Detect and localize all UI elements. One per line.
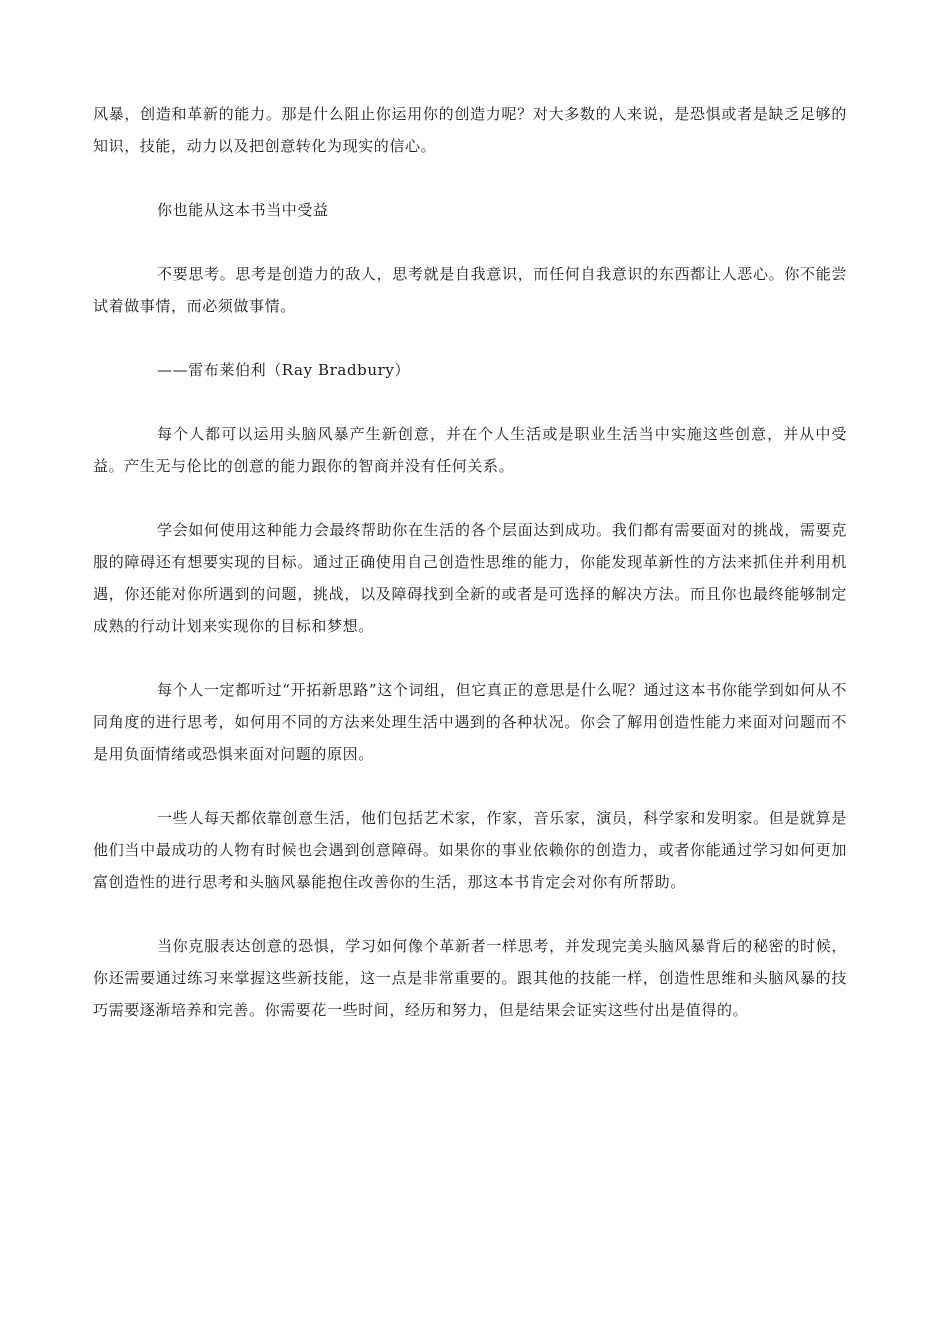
quote-text: 不要思考。思考是创造力的敌人，思考就是自我意识，而任何自我意识的东西都让人恶心。你不能尝试着做事情，而必须做事情。 [93,265,847,315]
paragraph: 学会如何使用这种能力会最终帮助你在生活的各个层面达到成功。我们都有需要面对的挑战，需要克服的障碍还有想要实现的目标。通过正确使用自己创造性思维的能力，你能发现革新性的方法来抓住并利用机遇，你还能对你所遇到的问题，挑战，以及障碍找到全新的或者是可选择的解决方法。而且你也最终能够制定成熟的行动计划来实现你的目标和梦想。 [93,521,847,635]
quote-attribution: ——雷布莱伯利（Ray Bradbury） [157,361,411,379]
paragraph: 一些人每天都依靠创意生活，他们包括艺术家，作家，音乐家，演员，科学家和发明家。但是就算是他们当中最成功的人物有时候也会遇到创意障碍。如果你的事业依赖你的创造力，或者你能通过学习如何更加富创造性的进行思考和头脑风暴能抱住改善你的生活，那这本书肯定会对你有所帮助。 [93,809,847,891]
paragraph: 每个人都可以运用头脑风暴产生新创意，并在个人生活或是职业生活当中实施这些创意，并从中受益。产生无与伦比的创意的能力跟你的智商并没有任何关系。 [93,425,847,475]
paragraph: 每个人一定都听过“开拓新思路”这个词组，但它真正的意思是什么呢？通过这本书你能学到如何从不同角度的进行思考，如何用不同的方法来处理生活中遇到的各种状况。你会了解用创造性能力来面对问题而不是用负面情绪或恐惧来面对问题的原因。 [93,681,847,763]
section-heading: 你也能从这本书当中受益 [157,201,329,219]
document-body [93,98,847,1058]
paragraph-continuation: 风暴，创造和革新的能力。那是什么阻止你运用你的创造力呢？对大多数的人来说，是恐惧或者是缺乏足够的知识，技能，动力以及把创意转化为现实的信心。 [93,105,847,155]
paragraph: 当你克服表达创意的恐惧，学习如何像个革新者一样思考，并发现完美头脑风暴背后的秘密的时候，你还需要通过练习来掌握这些新技能，这一点是非常重要的。跟其他的技能一样，创造性思维和头脑风暴的技巧需要逐渐培养和完善。你需要花一些时间，经历和努力，但是结果会证实这些付出是值得的。 [93,937,847,1019]
